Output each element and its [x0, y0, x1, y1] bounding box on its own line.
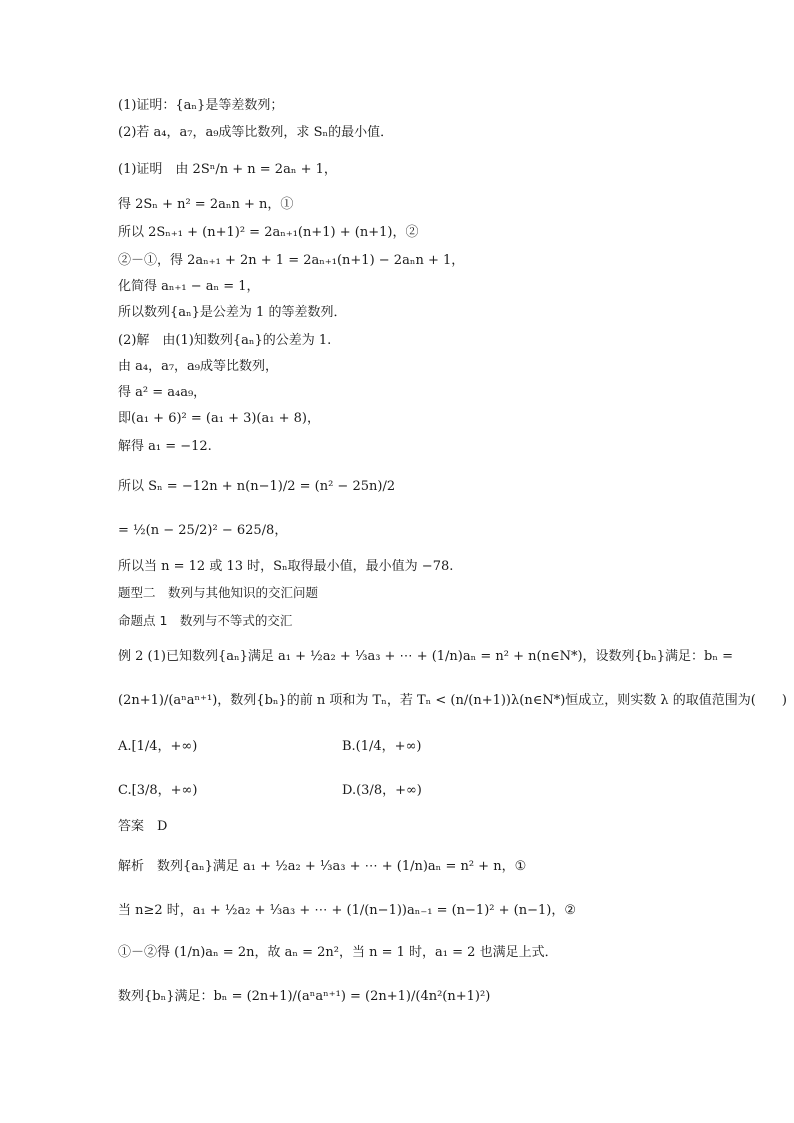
solution-part1-start: 由 2Sⁿ/n + n = 2aₙ + 1， [175, 162, 337, 177]
section-title: 题型二 数列与其他知识的交汇问题 [118, 585, 319, 600]
solution-line: 解得 a₁ = −12. [118, 439, 212, 454]
section-subtitle: 命题点 1 数列与不等式的交汇 [118, 613, 293, 628]
option-a: A.[1/4，+∞) [118, 739, 198, 754]
answer-line: 答案 D [118, 819, 168, 834]
option-d: D.(3/8，+∞) [342, 783, 422, 798]
solution-part1-label: (1)证明 [118, 162, 163, 177]
solution-part2-start: 由(1)知数列{aₙ}的公差为 1. [162, 333, 332, 348]
solution-line: 化简得 aₙ₊₁ − aₙ = 1， [118, 279, 260, 294]
analysis-line: ①－②得 (1/n)aₙ = 2n，故 aₙ = 2n²，当 n = 1 时，a₁ = 2 也满足上式． [118, 945, 558, 960]
solution-line: 所以当 n = 12 或 13 时，Sₙ取得最小值，最小值为 −78. [118, 559, 454, 574]
solution-line: = ½(n − 25/2)² − 625/8， [118, 523, 288, 538]
solution-line: 得 2Sₙ + n² = 2aₙn + n，① [118, 197, 294, 212]
analysis-line: 数列{bₙ}满足：bₙ = (2n+1)/(aⁿaⁿ⁺¹) = (2n+1)/(4n²(n+1)²) [118, 989, 491, 1004]
solution-line: 所以 2Sₙ₊₁ + (n+1)² = 2aₙ₊₁(n+1) + (n+1)，② [118, 225, 419, 240]
problem-part1: (1)证明：{aₙ}是等差数列； [118, 98, 284, 113]
solution-line: 所以 Sₙ = −12n + n(n−1)/2 = (n² − 25n)/2 [118, 479, 396, 494]
solution-line: 由 a₄，a₇，a₉成等比数列， [118, 359, 279, 374]
analysis-line: 解析 数列{aₙ}满足 a₁ + ½a₂ + ⅓a₃ + ⋯ + (1/n)aₙ = n² + n，① [118, 859, 527, 874]
solution-line: 即(a₁ + 6)² = (a₁ + 3)(a₁ + 8)， [118, 411, 320, 426]
analysis-line: 当 n≥2 时，a₁ + ½a₂ + ⅓a₃ + ⋯ + (1/(n−1))aₙ₋₁ = (n−1)² + (n−1)，② [118, 903, 576, 918]
example-line: (2n+1)/(aⁿaⁿ⁺¹)，数列{bₙ}的前 n 项和为 Tₙ，若 Tₙ < (n/(n+1))λ(n∈N*)恒成立，则实数 λ 的取值范围为( ) [118, 693, 787, 708]
solution-line: 得 a² = a₄a₉， [118, 385, 207, 400]
example-line: 例 2 (1)已知数列{aₙ}满足 a₁ + ½a₂ + ⅓a₃ + ⋯ + (1/n)aₙ = n² + n(n∈N*)，设数列{bₙ}满足：bₙ = [118, 649, 733, 664]
solution-line: ②－①，得 2aₙ₊₁ + 2n + 1 = 2aₙ₊₁(n+1) − 2aₙn + 1， [118, 253, 465, 268]
problem-part2: (2)若 a₄，a₇，a₉成等比数列，求 Sₙ的最小值． [118, 125, 394, 140]
solution-part2-label: (2)解 [118, 333, 150, 348]
solution-part2-intro [118, 332, 331, 350]
option-b: B.(1/4，+∞) [342, 739, 422, 754]
option-c: C.[3/8，+∞) [118, 783, 198, 798]
solution-part1-intro [118, 161, 337, 179]
solution-line: 所以数列{aₙ}是公差为 1 的等差数列． [118, 305, 347, 320]
